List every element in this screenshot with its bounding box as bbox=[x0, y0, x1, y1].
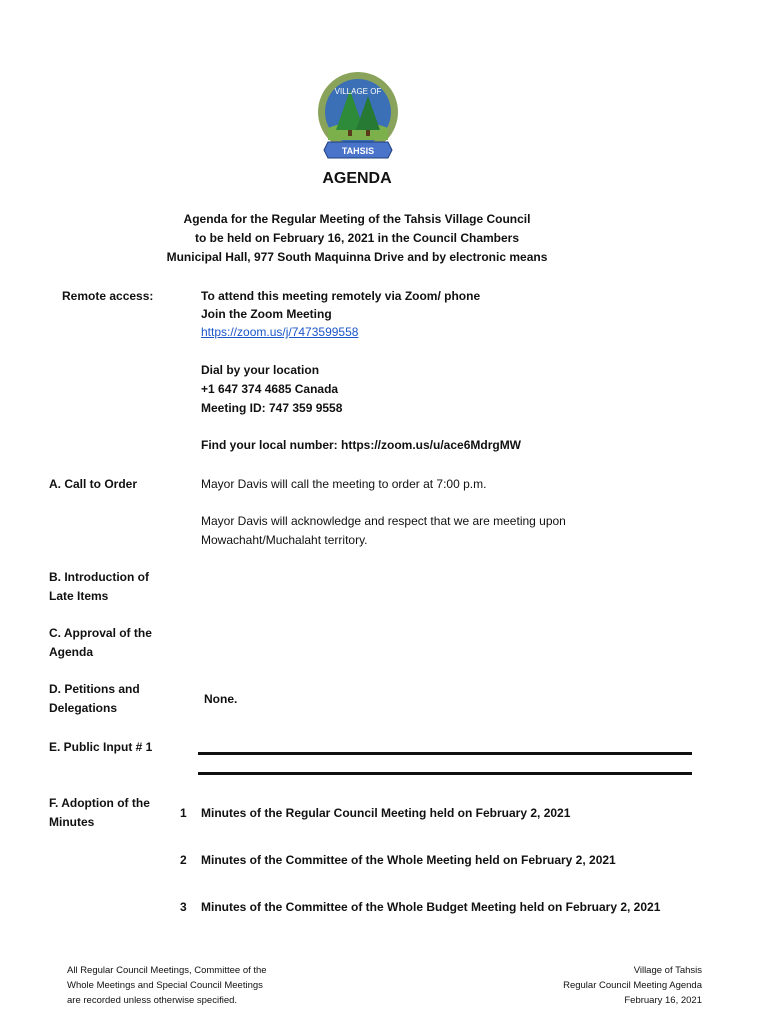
footer-right-line-3: February 16, 2021 bbox=[624, 995, 702, 1006]
page-title: AGENDA bbox=[322, 170, 392, 187]
remote-line-1: To attend this meeting remotely via Zoom/ phone bbox=[201, 289, 481, 303]
public-input-rule-1 bbox=[198, 752, 692, 755]
subtitle-line-1: Agenda for the Regular Meeting of the Tahsis Village Council bbox=[183, 212, 531, 226]
section-b-label-1: B. Introduction of bbox=[49, 570, 149, 584]
section-b-label-2: Late Items bbox=[49, 589, 109, 603]
remote-access-label: Remote access: bbox=[62, 289, 154, 303]
minutes-item-3-number: 3 bbox=[180, 900, 187, 914]
section-c-label-1: C. Approval of the bbox=[49, 626, 152, 640]
footer-right-line-2: Regular Council Meeting Agenda bbox=[563, 980, 702, 991]
section-f-label-2: Minutes bbox=[49, 815, 95, 829]
footer-left-line-3: are recorded unless otherwise specified. bbox=[67, 995, 238, 1006]
section-d-text: None. bbox=[204, 692, 238, 706]
section-a-text-1: Mayor Davis will call the meeting to order at 7:00 p.m. bbox=[201, 477, 487, 491]
footer-left-line-2: Whole Meetings and Special Council Meetings bbox=[67, 980, 263, 991]
footer-left-line-1: All Regular Council Meetings, Committee of the bbox=[67, 965, 267, 976]
section-d-label-1: D. Petitions and bbox=[49, 682, 140, 696]
public-input-rule-2 bbox=[198, 772, 692, 775]
minutes-item-2-text: Minutes of the Committee of the Whole Meeting held on February 2, 2021 bbox=[201, 853, 616, 867]
section-a-text-2b: Mowachaht/Muchalaht territory. bbox=[201, 533, 368, 547]
find-local-number: Find your local number: https://zoom.us/u/ace6MdrgMW bbox=[201, 438, 522, 452]
minutes-item-3-text: Minutes of the Committee of the Whole Budget Meeting held on February 2, 2021 bbox=[201, 900, 661, 914]
footer-right-line-1: Village of Tahsis bbox=[633, 965, 702, 976]
dial-line-2: +1 647 374 4685 Canada bbox=[201, 382, 339, 396]
logo-banner-text: TAHSIS bbox=[341, 146, 375, 156]
remote-line-2: Join the Zoom Meeting bbox=[201, 307, 332, 321]
minutes-item-2-number: 2 bbox=[180, 853, 187, 867]
dial-line-1: Dial by your location bbox=[201, 363, 320, 377]
minutes-item-1-text: Minutes of the Regular Council Meeting held on February 2, 2021 bbox=[201, 806, 571, 820]
section-a-label: A. Call to Order bbox=[49, 477, 138, 491]
subtitle-line-2: to be held on February 16, 2021 in the Council Chambers bbox=[194, 231, 520, 245]
section-c-label-2: Agenda bbox=[49, 645, 94, 659]
footer-left bbox=[67, 963, 267, 1008]
footer-right bbox=[480, 963, 702, 1008]
section-a-text-2a: Mayor Davis will acknowledge and respect that we are meeting upon bbox=[201, 514, 566, 528]
section-d-label-2: Delegations bbox=[49, 701, 118, 715]
village-logo bbox=[306, 70, 410, 162]
zoom-meeting-link[interactable]: https://zoom.us/j/7473599558 bbox=[201, 325, 359, 339]
section-e-label: E. Public Input # 1 bbox=[49, 740, 153, 754]
section-f-label-1: F. Adoption of the bbox=[49, 796, 150, 810]
minutes-item-1-number: 1 bbox=[180, 806, 187, 820]
subtitle-line-3: Municipal Hall, 977 South Maquinna Drive and by electronic means bbox=[166, 250, 548, 264]
dial-line-3: Meeting ID: 747 359 9558 bbox=[201, 401, 343, 415]
logo-top-text: VILLAGE OF bbox=[334, 87, 382, 96]
